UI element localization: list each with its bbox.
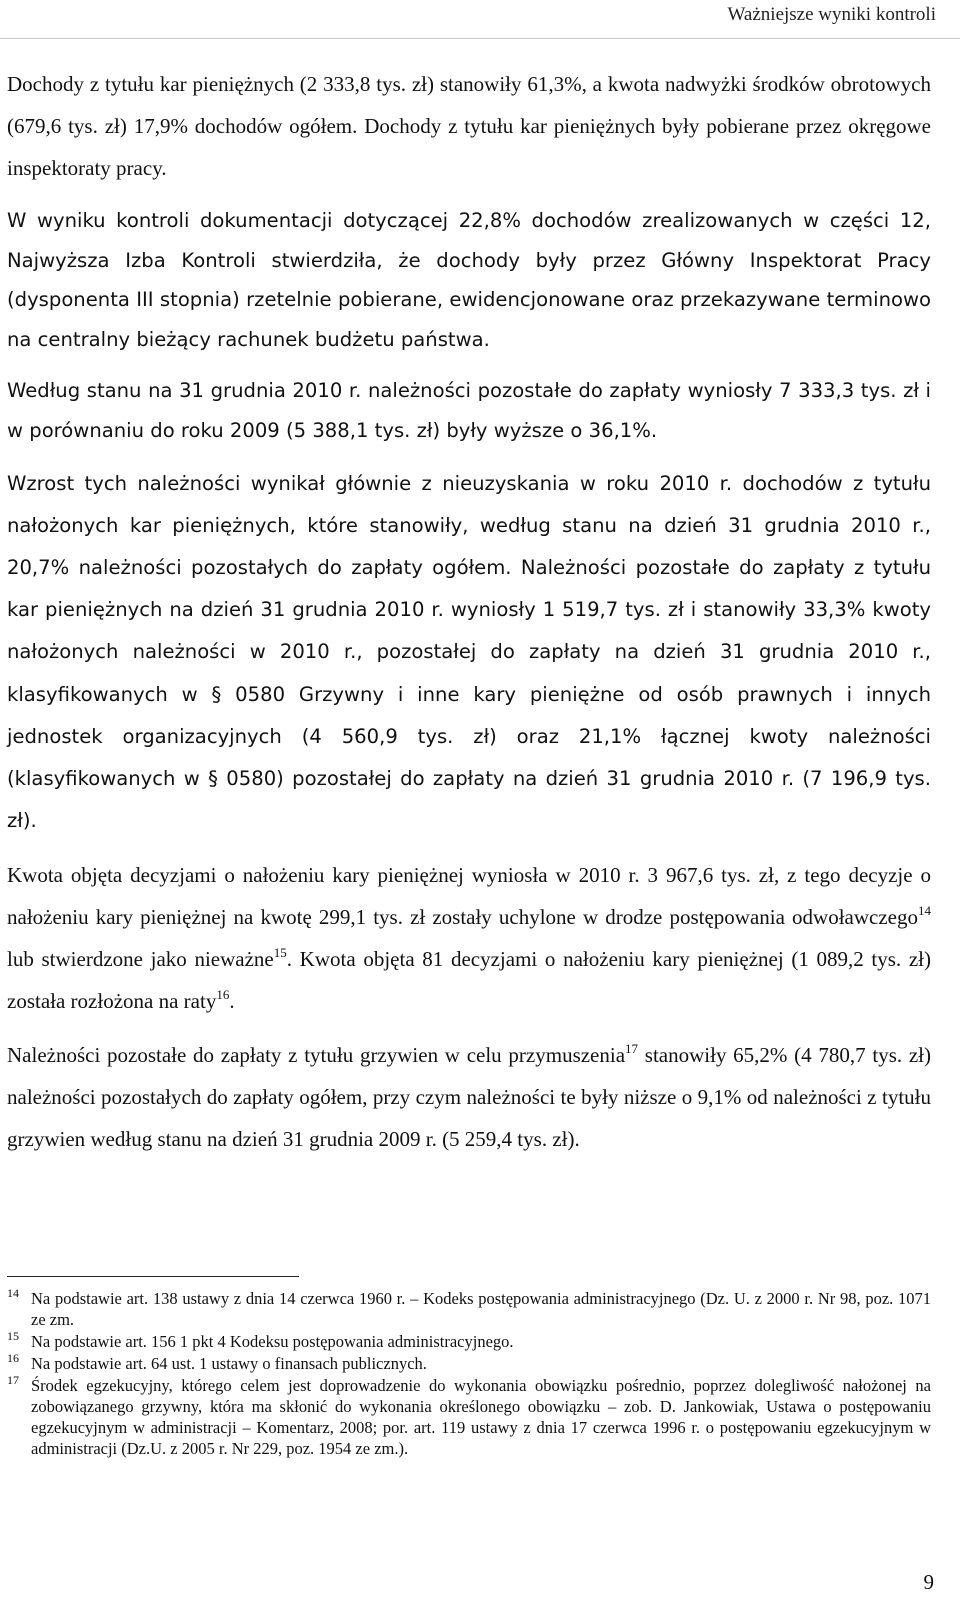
- footnote-15: [7, 1331, 931, 1352]
- paragraph-income: Dochody z tytułu kar pieniężnych (2 333,8 tys. zł) stanowiły 61,3%, a kwota nadwyżki środków obrotowych (679,6 tys. zł) 17,9% dochodów ogółem. Dochody z tytułu kar pieniężnych były pobierane przez okręgowe inspektoraty pracy.: [7, 72, 931, 180]
- footnote-number: 15: [7, 1329, 19, 1343]
- footnote-text: Środek egzekucyjny, którego celem jest doprowadzenie do wykonania obowiązku pośrednio, poprzez dolegliwość nałożonej na zobowiązanego grzywny, która ma skłonić do wykonania określonego obowiązku – zob. D. Jankowiak, Ustawa o postępowaniu egzekucyjnym w administracji – Komentarz, 2008; por. art. 119 ustawy z dnia 17 czerwca 1996 r. o postępowaniu egzekucyjnym w administracji (Dz.U. z 2005 r. Nr 229, poz. 1954 ze zm.).: [31, 1376, 931, 1458]
- footnote-ref-15[interactable]: 15: [273, 945, 287, 961]
- footnote-ref-16[interactable]: 16: [216, 987, 230, 1003]
- footnote-ref-14[interactable]: 14: [918, 903, 931, 919]
- footnote-text: Na podstawie art. 156 1 pkt 4 Kodeksu postępowania administracyjnego.: [31, 1332, 514, 1351]
- footnotes: [7, 1288, 931, 1460]
- footnote-text: Na podstawie art. 64 ust. 1 ustawy o finansach publicznych.: [31, 1354, 427, 1373]
- footnote-16: [7, 1353, 931, 1374]
- paragraph-receivables: Według stanu na 31 grudnia 2010 r. należności pozostałe do zapłaty wyniosły 7 333,3 tys. zł i w porównaniu do roku 2009 (5 388,1 tys. zł) były wyższe o 36,1%.: [7, 379, 931, 442]
- paragraph-receivables-growth: Wzrost tych należności wynikał głównie z nieuzyskania w roku 2010 r. dochodów z tytułu nałożonych kar pieniężnych, które stanowiły, według stanu na dzień 31 grudnia 2010 r., 20,7% należności pozostałych do zapłaty ogółem. Należności pozostałe do zapłaty z tytułu kar pieniężnych na dzień 31 grudnia 2010 r. wyniosły 1 519,7 tys. zł i stanowiły 33,3% kwoty nałożonych należności w 2010 r., pozostałej do zapłaty na dzień 31 grudnia 2010 r., klasyfikowanych w § 0580 Grzywny i inne kary pieniężne od osób prawnych i innych jednostek organizacyjnych (4 560,9 tys. zł) oraz 21,1% łącznej kwoty należności (klasyfikowanych w § 0580) pozostałej do zapłaty na dzień 31 grudnia 2010 r. (7 196,9 tys. zł).: [7, 471, 931, 833]
- footnote-14: [7, 1288, 931, 1330]
- document-body: [7, 63, 931, 1172]
- footnote-text: Na podstawie art. 138 ustawy z dnia 14 czerwca 1960 r. – Kodeks postępowania administracyjnego (Dz. U. z 2000 r. Nr 98, poz. 1071 ze zm.: [31, 1289, 931, 1329]
- paragraph-penalty-decisions: Kwota objęta decyzjami o nałożeniu kary pieniężnej wyniosła w 2010 r. 3 967,6 tys. zł, z tego decyzje o nałożeniu kary pieniężnej na kwotę 299,1 tys. zł zostały uchylone w drodze postępowania odwoławczego$^{14}$ lub stwierdzone jako nieważne$^{15}$. Kwota objęta 81 decyzjami o nałożeniu kary pieniężnej (1 089,2 tys. zł) została rozłożona na raty$^{16}$.: [7, 863, 931, 1014]
- footnote-number: 17: [7, 1373, 19, 1387]
- footnote-number: 14: [7, 1286, 19, 1300]
- paragraph-audit-findings: W wyniku kontroli dokumentacji dotyczącej 22,8% dochodów zrealizowanych w części 12, Najwyższa Izba Kontroli stwierdziła, że dochody były przez Główny Inspektorat Pracy (dysponenta III stopnia) rzetelnie pobierane, ewidencjonowane oraz przekazywane terminowo na centralny bieżący rachunek budżetu państwa.: [7, 209, 931, 351]
- footnote-number: 16: [7, 1351, 19, 1365]
- page-number: 9: [923, 1570, 934, 1594]
- paragraph-fines: Należności pozostałe do zapłaty z tytułu grzywien w celu przymuszenia$^{17}$ stanowiły 65,2% (4 780,7 tys. zł) należności pozostałych do zapłaty ogółem, przy czym należności te były niższe o 9,1% od należności z tytułu grzywien według stanu na dzień 31 grudnia 2009 r. (5 259,4 tys. zł).: [7, 1041, 931, 1152]
- header-divider: [0, 38, 960, 39]
- footnote-17: [7, 1375, 931, 1459]
- running-header: Ważniejsze wyniki kontroli: [727, 4, 936, 25]
- footnote-separator: [7, 1276, 299, 1277]
- footnote-ref-17[interactable]: 17: [625, 1041, 639, 1057]
